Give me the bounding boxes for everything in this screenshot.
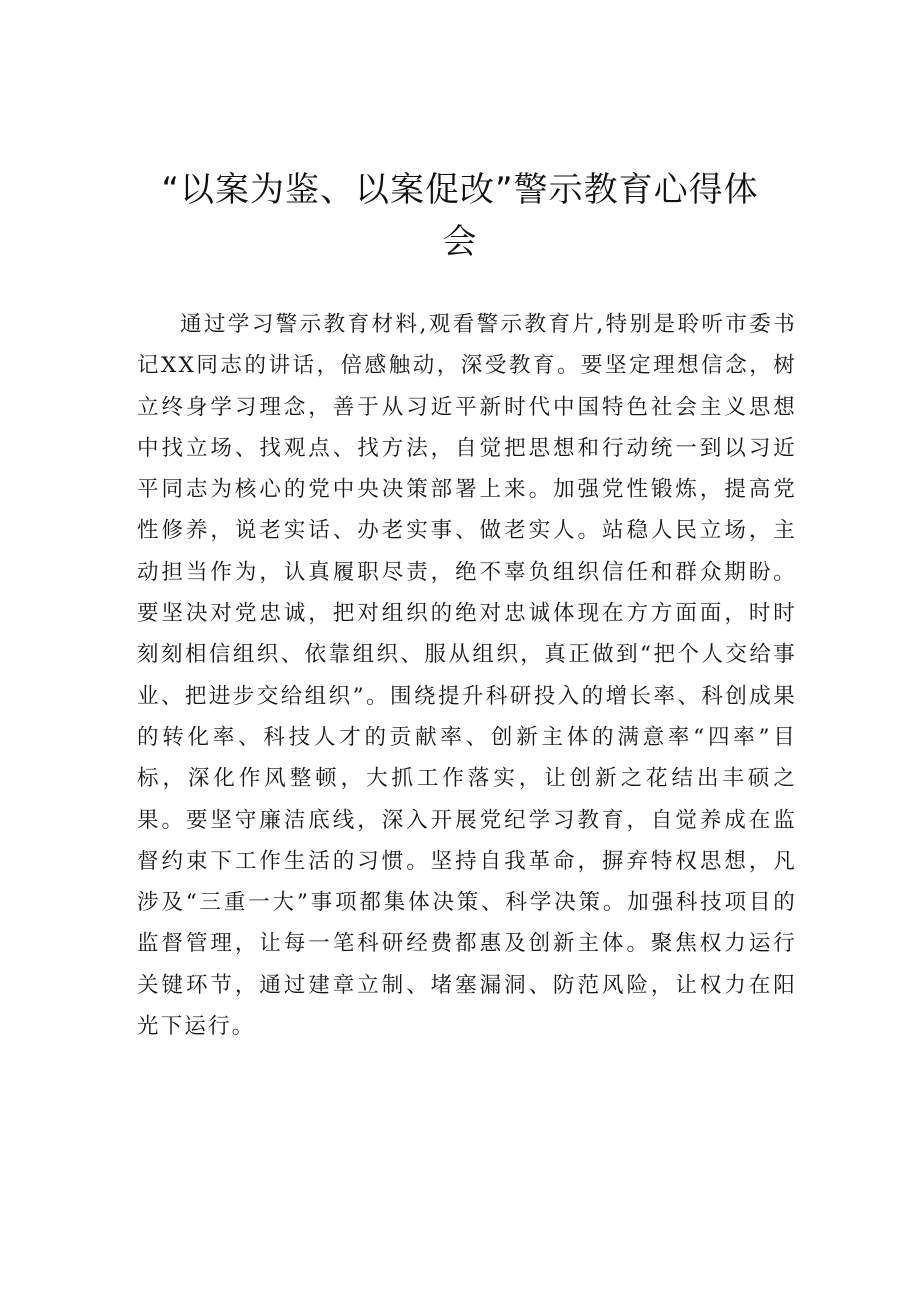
- body-paragraph: 通过学习警示教育材料,观看警示教育片,特别是聆听市委书记XX同志的讲话，倍感触动，深受教育。要坚定理想信念，树立终身学习理念，善于从习近平新时代中国特色社会主义思想中找立场、找观点、找方法，自觉把思想和行动统一到以习近平同志为核心的党中央决策部署上来。加强党性锻炼，提高党性修养，说老实话、办老实事、做老实人。站稳人民立场，主动担当作为，认真履职尽责，绝不辜负组织信任和群众期盼。要坚决对党忠诚，把对组织的绝对忠诚体现在方方面面，时时刻刻相信组织、依靠组织、服从组织，真正做到“把个人交给事业、把进步交给组织”。围绕提升科研投入的增长率、科创成果的转化率、科技人才的贡献率、创新主体的满意率“四率”目标，深化作风整顿，大抓工作落实，让创新之花结出丰硕之果。要坚守廉洁底线，深入开展党纪学习教育，自觉养成在监督约束下工作生活的习惯。坚持自我革命，摒弃特权思想，凡涉及“三重一大”事项都集体决策、科学决策。加强科技项目的监督管理，让每一笔科研经费都惠及创新主体。聚焦权力运行关键环节，通过建章立制、堵塞漏洞、防范风险，让权力在阳光下运行。: [137, 312, 797, 1040]
- document-title: “以案为鉴、以案促改”警示教育心得体会: [161, 170, 759, 262]
